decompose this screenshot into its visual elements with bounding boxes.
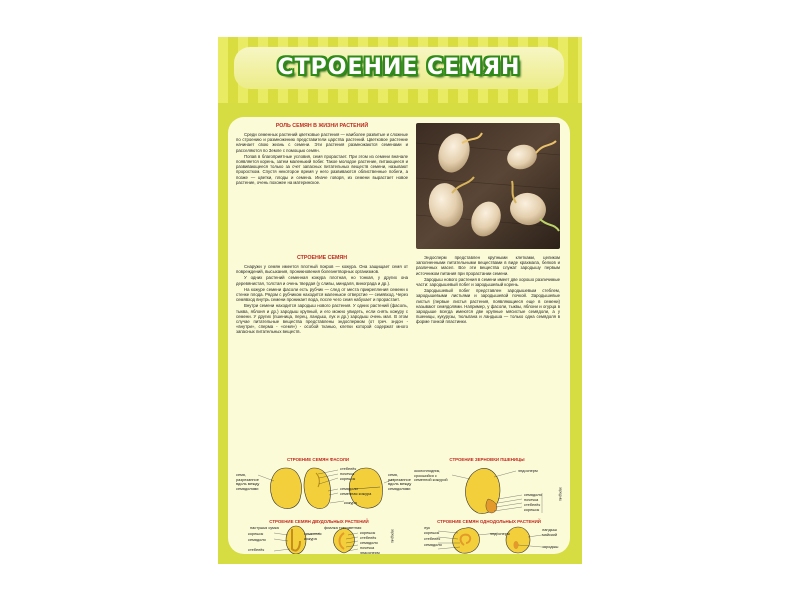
section2-paragraph: Снаружи у семян имеется плотный покров — кожура. Она защищает семя от повреждений, высыхания, проникновения болезнетворных организмов. [236, 264, 408, 275]
bean-label: стебелёк [340, 466, 357, 471]
dicot-label: эндосперм [360, 550, 380, 554]
section2-paragraph: Эндосперм представлен крупными клетками, целиком заполненными питательными веществами в виде крахмала, белков и различных масел. Все эти вещества служат зародышу первым источником питания при прорастании семени. [416, 255, 560, 276]
dicot-label: семядоля [248, 537, 266, 542]
section1-text [236, 132, 408, 250]
section1-heading: РОЛЬ СЕМЯН В ЖИЗНИ РАСТЕНИЙ [275, 123, 369, 129]
monocot-diagram-heading: СТРОЕНИЕ СЕМЯН ОДНОДОЛЬНЫХ РАСТЕНИЙ [437, 519, 541, 524]
section2-right-text [416, 255, 560, 450]
dicot-diagram-heading: СТРОЕНИЕ СЕМЯН ДВУДОЛЬНЫХ РАСТЕНИЙ [269, 519, 369, 524]
monocot-label: зародыш [542, 544, 559, 549]
section2-paragraph: Зародышевый побег представлен зародышевым стеблем, зародышевыми листьями и зародышевой почкой. Зародышевые листья (первые листья растения, появляющиеся еще в семени) называют семядолями. Например, у фасоли, тыквы, яблони и огурца в зародыше всегда имеются две крупные мясистые семядоли, а у пшеницы, кукурузы, тюльпана и ландыша — только одна семядоля в форме тонкой пластинки. [416, 288, 560, 325]
wheat-side-label: зародыш [558, 487, 563, 502]
section1-paragraph: Среди семенных растений цветковые растения — наиболее развитые и сложные по строению и размножению представители царства растений. Цветковое растение начинает свою жизнь с семени. Эти растения размножаются семенами и расселяются по Земле с помощью семян. [236, 132, 408, 153]
section2-paragraph: На кожуре семени фасоли есть рубчик — след от места прикрепления семени к стенке плода. Рядом с рубчиком находится маленькое отверстие — семявход. Через семявход внутрь семени проникает вода, после чего семя набухает и прорастает. [236, 286, 408, 303]
dicot-label: стебелёк [248, 547, 265, 552]
section2-left-text [236, 264, 408, 450]
poster [218, 37, 582, 564]
bean-label: почечка [340, 471, 355, 476]
monocot-label: эндосперм [490, 531, 510, 536]
dicot-label: фиалка трехцветная [324, 525, 362, 530]
dicot-side-label: зародыш [390, 529, 395, 544]
dicot-label: пастушья сумка [250, 525, 279, 530]
dicot-label: почечка [360, 545, 375, 550]
bean-label: корешок [340, 476, 356, 481]
bean-label: семя, разрезанное вдоль между семядолями [388, 472, 412, 492]
wheat-label: корешок [524, 507, 540, 512]
dicot-label: семядоля [360, 540, 378, 545]
monocot-label: лук [424, 525, 430, 530]
content-panel [228, 117, 570, 554]
dicot-label: корешок [248, 531, 264, 536]
bean-label: семенная кожура [340, 491, 372, 496]
bean-label: семядоли [340, 486, 358, 491]
seeds-photo [416, 123, 560, 249]
monocot-label: корешок [424, 530, 440, 535]
wheat-label: семядоля [524, 492, 542, 497]
section2-paragraph: Внутри семени находится зародыш нового растения. У одних растений (фасоль, тыква, яблоня и др.) зародыш крупный, и его можно увидеть, если снять кожуру с семени. У других (пшеница, перец, ландыш, лук и др.) зародыш очень мал. В этом случае питательные вещества представлены эндоспермом (от греч. эндон - «внутри», сперма - «семя») - особой тканью, клетки которой содержат много запасных питательных веществ. [236, 303, 408, 335]
section2-heading: СТРОЕНИЕ СЕМЯН [296, 255, 348, 261]
dicot-label: корешок [360, 530, 376, 535]
section1-paragraph: Попав в благоприятные условия, семя прорастает. При этом из семени вначале появляется корень, затем маленький побег. Такое молодое растение, питающееся и развивающееся только за счет запасных питательных веществ семени, называют проростком. Спустя некоторое время у него развиваются облиственные побеги, а позже — цветки, плоды и семена. Иначе говоря, из семени вырастает новое растение, очень похожее на материнское. [236, 153, 408, 185]
section2-paragraph: Зародыш нового растения в семени имеет две хорошо различимые части: зародышевый побег и зародышевый корень. [416, 276, 560, 288]
wheat-label: почечка [524, 497, 539, 502]
bean-label: кожура [344, 500, 357, 505]
monocot-label: семядоля [424, 542, 442, 547]
bean-label: семя, разрезанное вдоль между семядолями [236, 472, 260, 492]
wheat-label: эндосперм [518, 468, 538, 473]
wheat-diagram-heading: СТРОЕНИЕ ЗЕРНОВКИ ПШЕНИЦЫ [449, 457, 525, 462]
wheat-label: околоплодник, сросшийся с семенной кожурой [414, 468, 448, 483]
dicot-label: семенная кожура [304, 531, 322, 541]
monocot-label: ландыш майский [542, 527, 558, 537]
wheat-label: стебелёк [524, 502, 541, 507]
seeds-photo-image [416, 123, 560, 249]
monocot-label: стебелёк [424, 536, 441, 541]
dicot-label: стебелёк [360, 535, 377, 540]
bean-diagram-heading: СТРОЕНИЕ СЕМЯН ФАСОЛИ [286, 457, 350, 462]
poster-title: СТРОЕНИЕ СЕМЯН [277, 55, 521, 80]
section2-paragraph: У одних растений семенная кожура плотная, но тонкая, у других она деревянистая, толстая и очень твердая (у сливы, миндаля, винограда и др.). [236, 275, 408, 286]
